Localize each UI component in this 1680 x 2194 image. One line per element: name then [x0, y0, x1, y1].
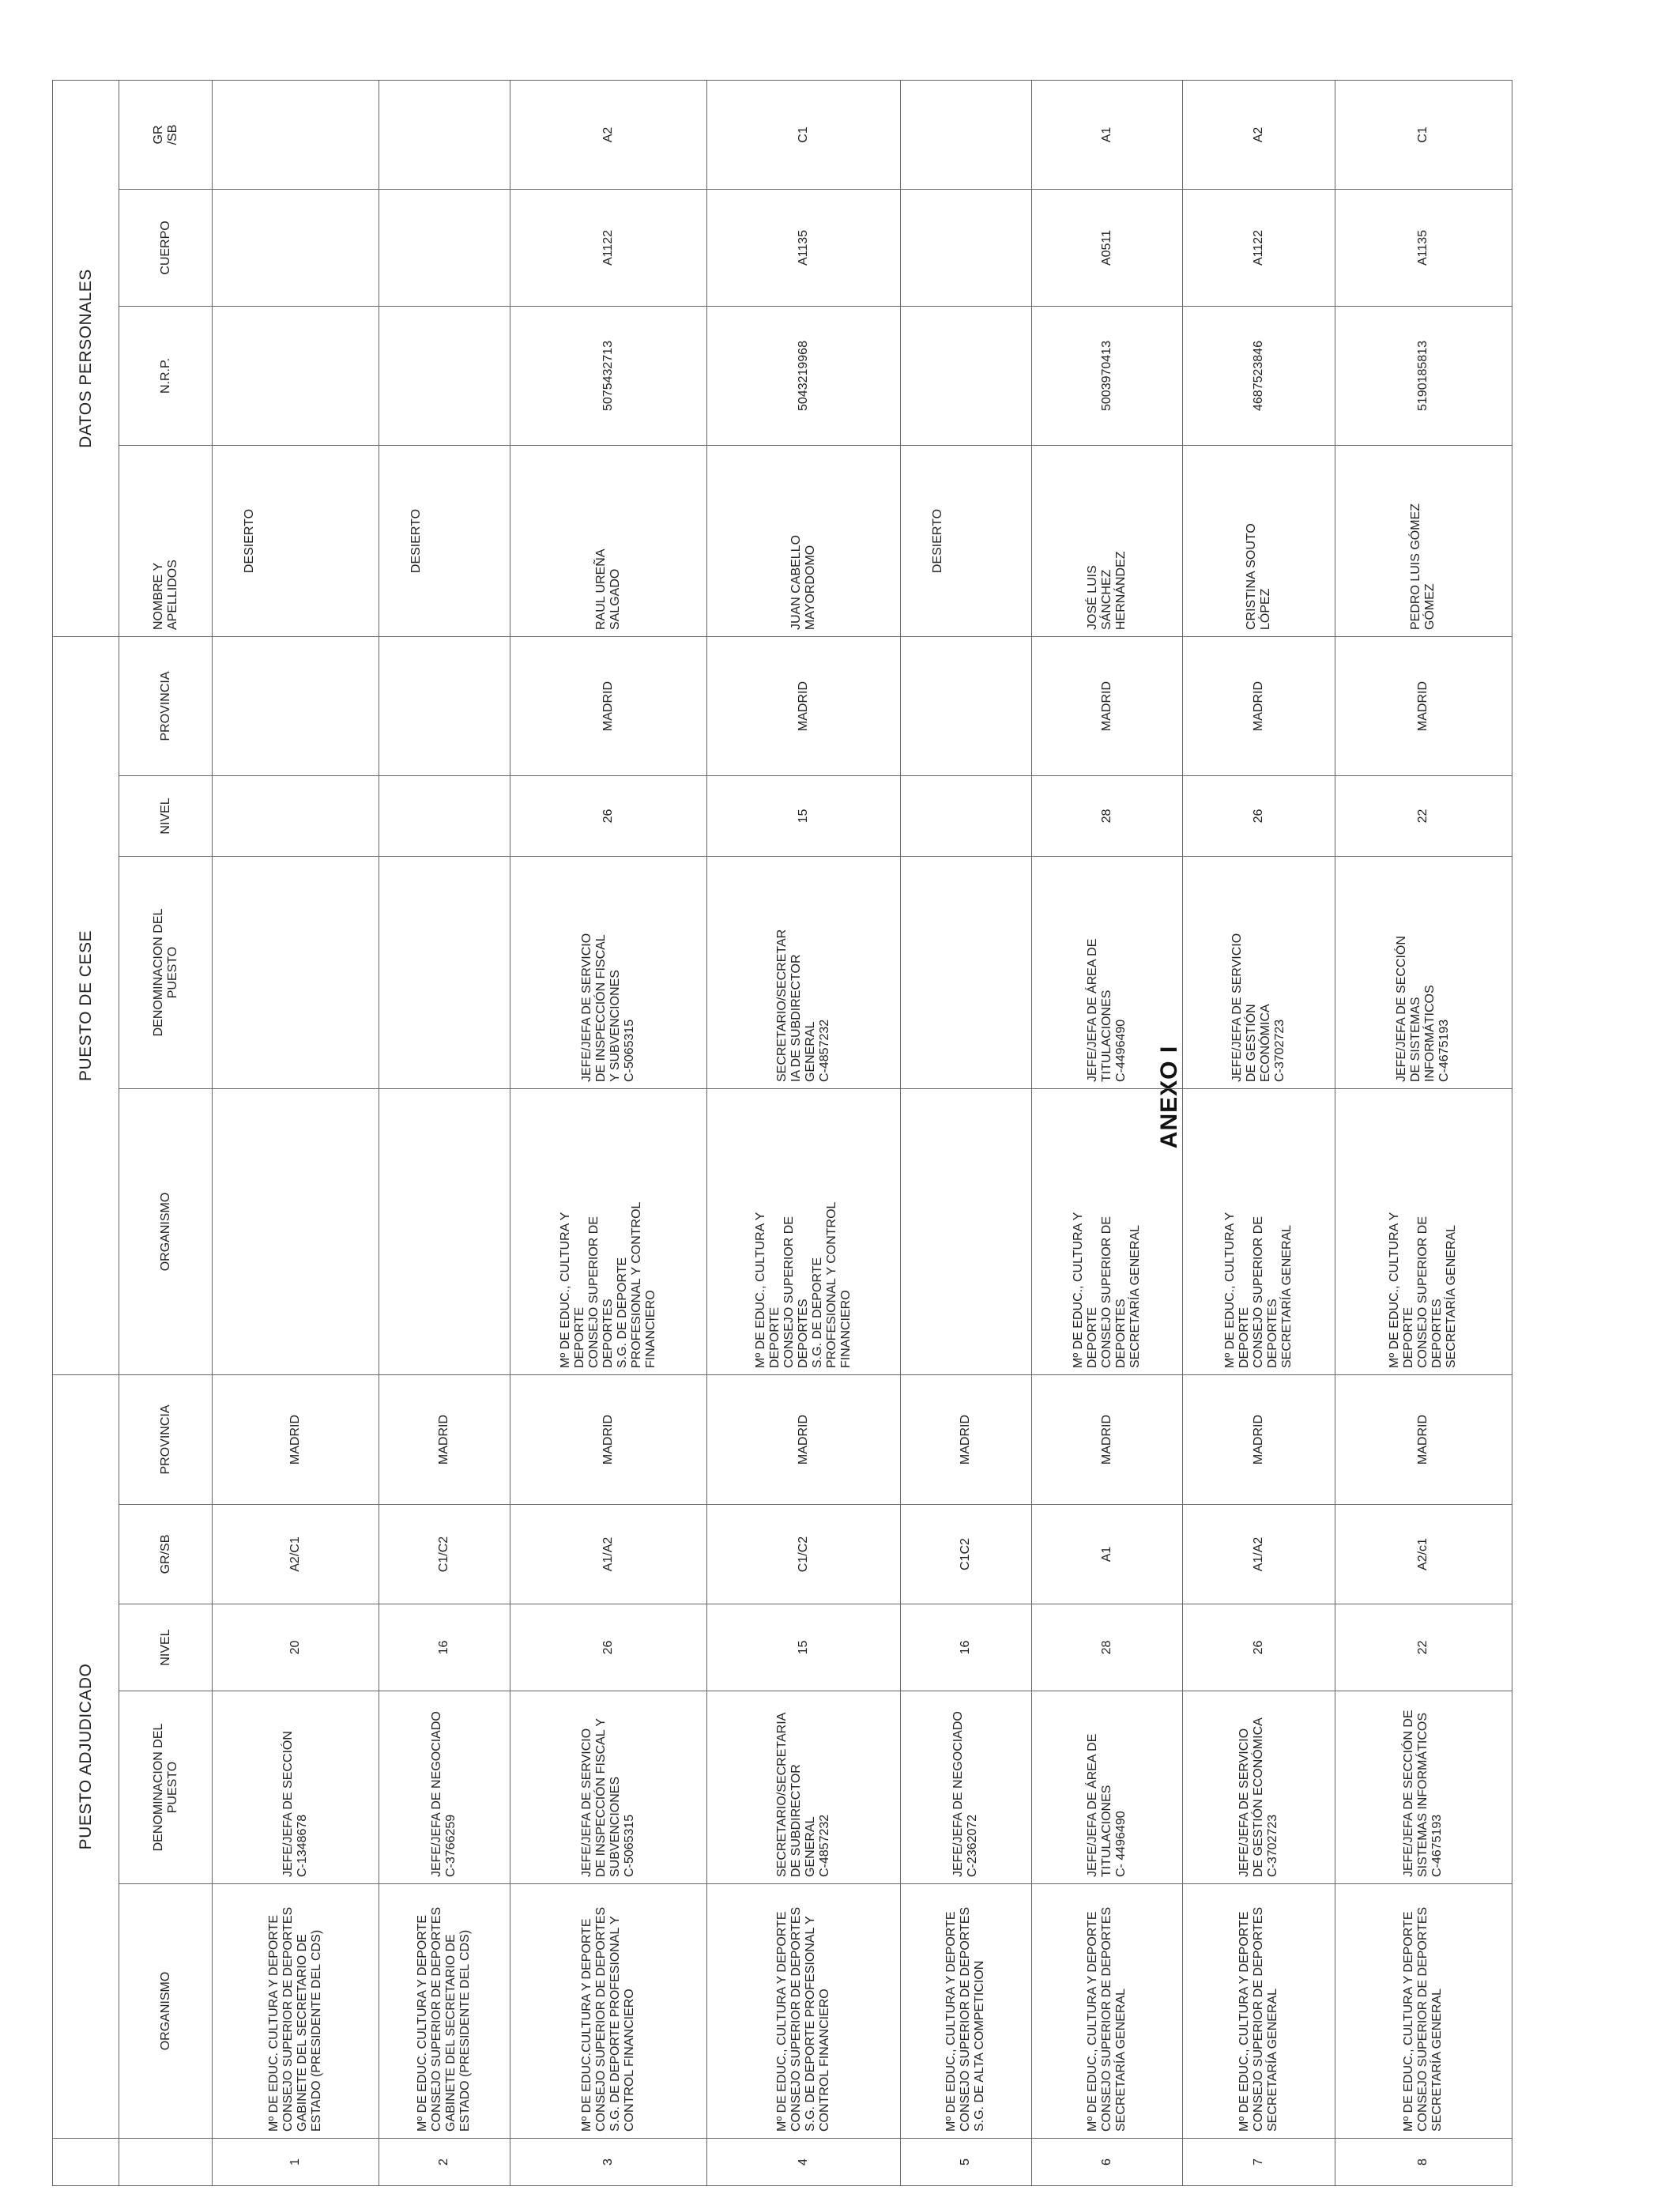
cell-cese-nivel: 22 [1335, 776, 1512, 857]
cell-nrp: 5075432713 [510, 307, 707, 446]
cell-cese-denominacion [900, 857, 1031, 1089]
cell-adj-organismo: Mº DE EDUC., CULTURA Y DEPORTE CONSEJO SUPERIOR DE DEPORTES SECRETARÍA GENERAL [1182, 1884, 1335, 2139]
cell-cuerpo: A1135 [1335, 190, 1512, 307]
cell-cese-organismo [900, 1089, 1031, 1375]
cell-adj-denominacion: SECRETARIO/SECRETARIA DE SUBDIRECTOR GENERAL C-4857232 [707, 1691, 901, 1884]
cell-adj-grsb: A1 [1031, 1505, 1182, 1604]
cell-gr-sb: A2 [1182, 81, 1335, 190]
cell-nombre-apellidos: JUAN CABELLO MAYORDOMO [707, 446, 901, 637]
cell-cese-provincia [213, 637, 379, 776]
cell-gr-sb: A1 [1031, 81, 1182, 190]
cell-adj-grsb: A1/A2 [510, 1505, 707, 1604]
cell-cese-denominacion [213, 857, 379, 1089]
cell-cese-provincia [379, 637, 510, 776]
cell-nrp [900, 307, 1031, 446]
cell-cese-organismo: Mº DE EDUC., CULTURA Y DEPORTE CONSEJO SUPERIOR DE DEPORTES SECRETARÍA GENERAL [1182, 1089, 1335, 1375]
document-title: ANEXO I [1156, 1045, 1182, 1149]
cell-adj-grsb: C1/C2 [707, 1505, 901, 1604]
row-number: 7 [1182, 2139, 1335, 2186]
cell-adj-nivel: 22 [1335, 1604, 1512, 1691]
cell-adj-provincia: MADRID [1335, 1375, 1512, 1505]
header-cese-nivel: NIVEL [119, 776, 213, 857]
cell-nrp: 4687523846 [1182, 307, 1335, 446]
cell-gr-sb: A2 [510, 81, 707, 190]
cell-adj-denominacion: JEFE/JEFA DE SERVICIO DE INSPECCIÓN FISCAL Y SUBVENCIONES C-5065315 [510, 1691, 707, 1884]
header-nrp: N.R.P. [119, 307, 213, 446]
cell-cese-nivel: 26 [510, 776, 707, 857]
cell-nrp [213, 307, 379, 446]
header-nombre-apellidos: NOMBRE Y APELLIDOS [119, 446, 213, 637]
cell-adj-organismo: Mº DE EDUC., CULTURA Y DEPORTE CONSEJO SUPERIOR DE DEPORTES S.G. DE DEPORTE PROFESIONAL Y CONTROL FINANCIERO [707, 1884, 901, 2139]
cell-cese-denominacion: SECRETARIO/SECRETAR IA DE SUBDIRECTOR GENERAL C-4857232 [707, 857, 901, 1089]
cell-adj-grsb: A1/A2 [1182, 1505, 1335, 1604]
row-number: 3 [510, 2139, 707, 2186]
cell-adj-nivel: 26 [510, 1604, 707, 1691]
row-number: 6 [1031, 2139, 1182, 2186]
cell-cese-nivel: 28 [1031, 776, 1182, 857]
header-adj-organismo: ORGANISMO [119, 1884, 213, 2139]
header-cese-organismo: ORGANISMO [119, 1089, 213, 1375]
cell-nrp: 5043219968 [707, 307, 901, 446]
cell-nrp [379, 307, 510, 446]
header-adj-denominacion: DENOMINACION DEL PUESTO [119, 1691, 213, 1884]
cell-cese-organismo: Mº DE EDUC., CULTURA Y DEPORTE CONSEJO SUPERIOR DE DEPORTES SECRETARÍA GENERAL [1031, 1089, 1182, 1375]
table-row [707, 5, 901, 2186]
table-row [379, 5, 510, 2186]
section-header-row [53, 5, 119, 2186]
cell-gr-sb [379, 81, 510, 190]
cell-cese-nivel: 15 [707, 776, 901, 857]
table-row [1031, 5, 1182, 2186]
cell-nombre-apellidos: PEDRO LUIS GÓMEZ GÓMEZ [1335, 446, 1512, 637]
cell-cuerpo: A1122 [510, 190, 707, 307]
cell-adj-organismo: Mº DE EDUC. CULTURA Y DEPORTE CONSEJO SUPERIOR DE DEPORTES GABINETE DEL SECRETARIO DE ESTADO (PRESIDENTE DEL CDS) [213, 1884, 379, 2139]
cell-adj-provincia: MADRID [213, 1375, 379, 1505]
table-row [510, 5, 707, 2186]
cell-cese-organismo [213, 1089, 379, 1375]
cell-cese-denominacion [379, 857, 510, 1089]
cell-adj-nivel: 15 [707, 1604, 901, 1691]
cell-nombre-apellidos: RAUL UREÑA SALGADO [510, 446, 707, 637]
cell-cese-provincia: MADRID [1031, 637, 1182, 776]
cell-cese-denominacion: JEFE/JEFA DE SERVICIO DE GESTIÓN ECONÓMICA C-3702723 [1182, 857, 1335, 1089]
cell-adj-organismo: Mº DE EDUC. CULTURA Y DEPORTE CONSEJO SUPERIOR DE DEPORTES GABINETE DEL SECRETARIO DE ESTADO (PRESIDENTE DEL CDS) [379, 1884, 510, 2139]
cell-adj-nivel: 20 [213, 1604, 379, 1691]
cell-cese-organismo: Mº DE EDUC., CULTURA Y DEPORTE CONSEJO SUPERIOR DE DEPORTES S.G. DE DEPORTE PROFESIONAL Y CONTROL FINANCIERO [510, 1089, 707, 1375]
header-adj-provincia: PROVINCIA [119, 1375, 213, 1505]
cell-gr-sb: C1 [707, 81, 901, 190]
cell-adj-nivel: 26 [1182, 1604, 1335, 1691]
cell-cese-provincia: MADRID [1335, 637, 1512, 776]
cell-adj-denominacion: JEFE/JEFA DE SERVICIO DE GESTIÓN ECONÓMICA C-3702723 [1182, 1691, 1335, 1884]
table-row [900, 5, 1031, 2186]
cell-nrp: 5190185813 [1335, 307, 1512, 446]
cell-cese-denominacion: JEFE/JEFA DE ÁREA DE TITULACIONES C-4496490 [1031, 857, 1182, 1089]
row-number: 5 [900, 2139, 1031, 2186]
cell-adj-denominacion: JEFE/JEFA DE SECCIÓN DE SISTEMAS INFORMÁTICOS C-4675193 [1335, 1691, 1512, 1884]
table-row [213, 5, 379, 2186]
cell-cuerpo [213, 190, 379, 307]
header-adj-grsb: GR/SB [119, 1505, 213, 1604]
row-number-header [53, 2139, 119, 2186]
cell-adj-provincia: MADRID [510, 1375, 707, 1505]
cell-gr-sb [900, 81, 1031, 190]
cell-nombre-apellidos: DESIERTO [900, 446, 1031, 637]
cell-adj-denominacion: JEFE/JEFA DE ÁREA DE TITULACIONES C- 4496490 [1031, 1691, 1182, 1884]
section-datos-personales: DATOS PERSONALES [53, 81, 119, 637]
cell-adj-grsb: A2/C1 [213, 1505, 379, 1604]
cell-cese-nivel [379, 776, 510, 857]
cell-cese-organismo [379, 1089, 510, 1375]
cell-adj-provincia: MADRID [1031, 1375, 1182, 1505]
section-puesto-adjudicado: PUESTO ADJUDICADO [53, 1375, 119, 2139]
table-row [1182, 5, 1335, 2186]
cell-cuerpo [379, 190, 510, 307]
cell-adj-denominacion: JEFE/JEFA DE NEGOCIADO C-2362072 [900, 1691, 1031, 1884]
cell-cese-provincia: MADRID [707, 637, 901, 776]
cell-nombre-apellidos: DESIERTO [213, 446, 379, 637]
cell-adj-grsb: C1C2 [900, 1505, 1031, 1604]
cell-cuerpo [900, 190, 1031, 307]
cell-gr-sb: C1 [1335, 81, 1512, 190]
cell-cese-organismo: Mº DE EDUC., CULTURA Y DEPORTE CONSEJO SUPERIOR DE DEPORTES SECRETARÍA GENERAL [1335, 1089, 1512, 1375]
cell-adj-organismo: Mº DE EDUC., CULTURA Y DEPORTE CONSEJO SUPERIOR DE DEPORTES SECRETARÍA GENERAL [1031, 1884, 1182, 2139]
cell-cese-provincia [900, 637, 1031, 776]
cell-adj-organismo: Mº DE EDUC., CULTURA Y DEPORTE CONSEJO SUPERIOR DE DEPORTES SECRETARÍA GENERAL [1335, 1884, 1512, 2139]
cell-cese-nivel [900, 776, 1031, 857]
cell-adj-provincia: MADRID [1182, 1375, 1335, 1505]
cell-adj-denominacion: JEFE/JEFA DE SECCIÓN C-1348678 [213, 1691, 379, 1884]
cell-cese-denominacion: JEFE/JEFA DE SECCIÓN DE SISTEMAS INFORMÁTICOS C-4675193 [1335, 857, 1512, 1089]
cell-cese-organismo: Mº DE EDUC., CULTURA Y DEPORTE CONSEJO SUPERIOR DE DEPORTES S.G. DE DEPORTE PROFESIONAL Y CONTROL FINANCIERO [707, 1089, 901, 1375]
cell-adj-provincia: MADRID [379, 1375, 510, 1505]
section-puesto-de-cese: PUESTO DE CESE [53, 637, 119, 1375]
cell-adj-grsb: A2/c1 [1335, 1505, 1512, 1604]
cell-nrp: 5003970413 [1031, 307, 1182, 446]
cell-adj-grsb: C1/C2 [379, 1505, 510, 1604]
cell-cuerpo: A0511 [1031, 190, 1182, 307]
header-gr-sb: GR /SB [119, 81, 213, 190]
row-number: 1 [213, 2139, 379, 2186]
cell-adj-organismo: Mº DE EDUC., CULTURA Y DEPORTE CONSEJO SUPERIOR DE DEPORTES S.G. DE ALTA COMPETICION [900, 1884, 1031, 2139]
cell-cese-denominacion: JEFE/JEFA DE SERVICIO DE INSPECCIÓN FISCAL Y SUBVENCIONES C-5065315 [510, 857, 707, 1089]
cell-adj-nivel: 16 [379, 1604, 510, 1691]
cell-nombre-apellidos: CRISTINA SOUTO LÓPEZ [1182, 446, 1335, 637]
cell-adj-provincia: MADRID [900, 1375, 1031, 1505]
cell-cuerpo: A1122 [1182, 190, 1335, 307]
column-header-row [119, 5, 213, 2186]
cell-cese-nivel [213, 776, 379, 857]
header-cuerpo: CUERPO [119, 190, 213, 307]
header-adj-nivel: NIVEL [119, 1604, 213, 1691]
cell-cese-provincia: MADRID [1182, 637, 1335, 776]
row-number: 2 [379, 2139, 510, 2186]
cell-cuerpo: A1135 [707, 190, 901, 307]
cell-adj-organismo: Mº DE EDUC.CULTURA Y DEPORTE CONSEJO SUPERIOR DE DEPORTES S.G. DE DEPORTE PROFESIONAL Y CONTROL FINANCIERO [510, 1884, 707, 2139]
row-number: 4 [707, 2139, 901, 2186]
cell-adj-nivel: 16 [900, 1604, 1031, 1691]
cell-adj-denominacion: JEFE/JEFA DE NEGOCIADO C-3766259 [379, 1691, 510, 1884]
header-cese-denominacion: DENOMINACION DEL PUESTO [119, 857, 213, 1089]
cell-adj-nivel: 28 [1031, 1604, 1182, 1691]
cell-gr-sb [213, 81, 379, 190]
row-number: 8 [1335, 2139, 1512, 2186]
cell-nombre-apellidos: DESIERTO [379, 446, 510, 637]
table-row [1335, 5, 1512, 2186]
anexo-table [52, 4, 1512, 2186]
row-number-column-header [119, 2139, 213, 2186]
cell-nombre-apellidos: JOSÉ LUIS SÁNCHEZ HERNÁNDEZ [1031, 446, 1182, 637]
cell-cese-provincia: MADRID [510, 637, 707, 776]
cell-adj-provincia: MADRID [707, 1375, 901, 1505]
cell-cese-nivel: 26 [1182, 776, 1335, 857]
header-cese-provincia: PROVINCIA [119, 637, 213, 776]
